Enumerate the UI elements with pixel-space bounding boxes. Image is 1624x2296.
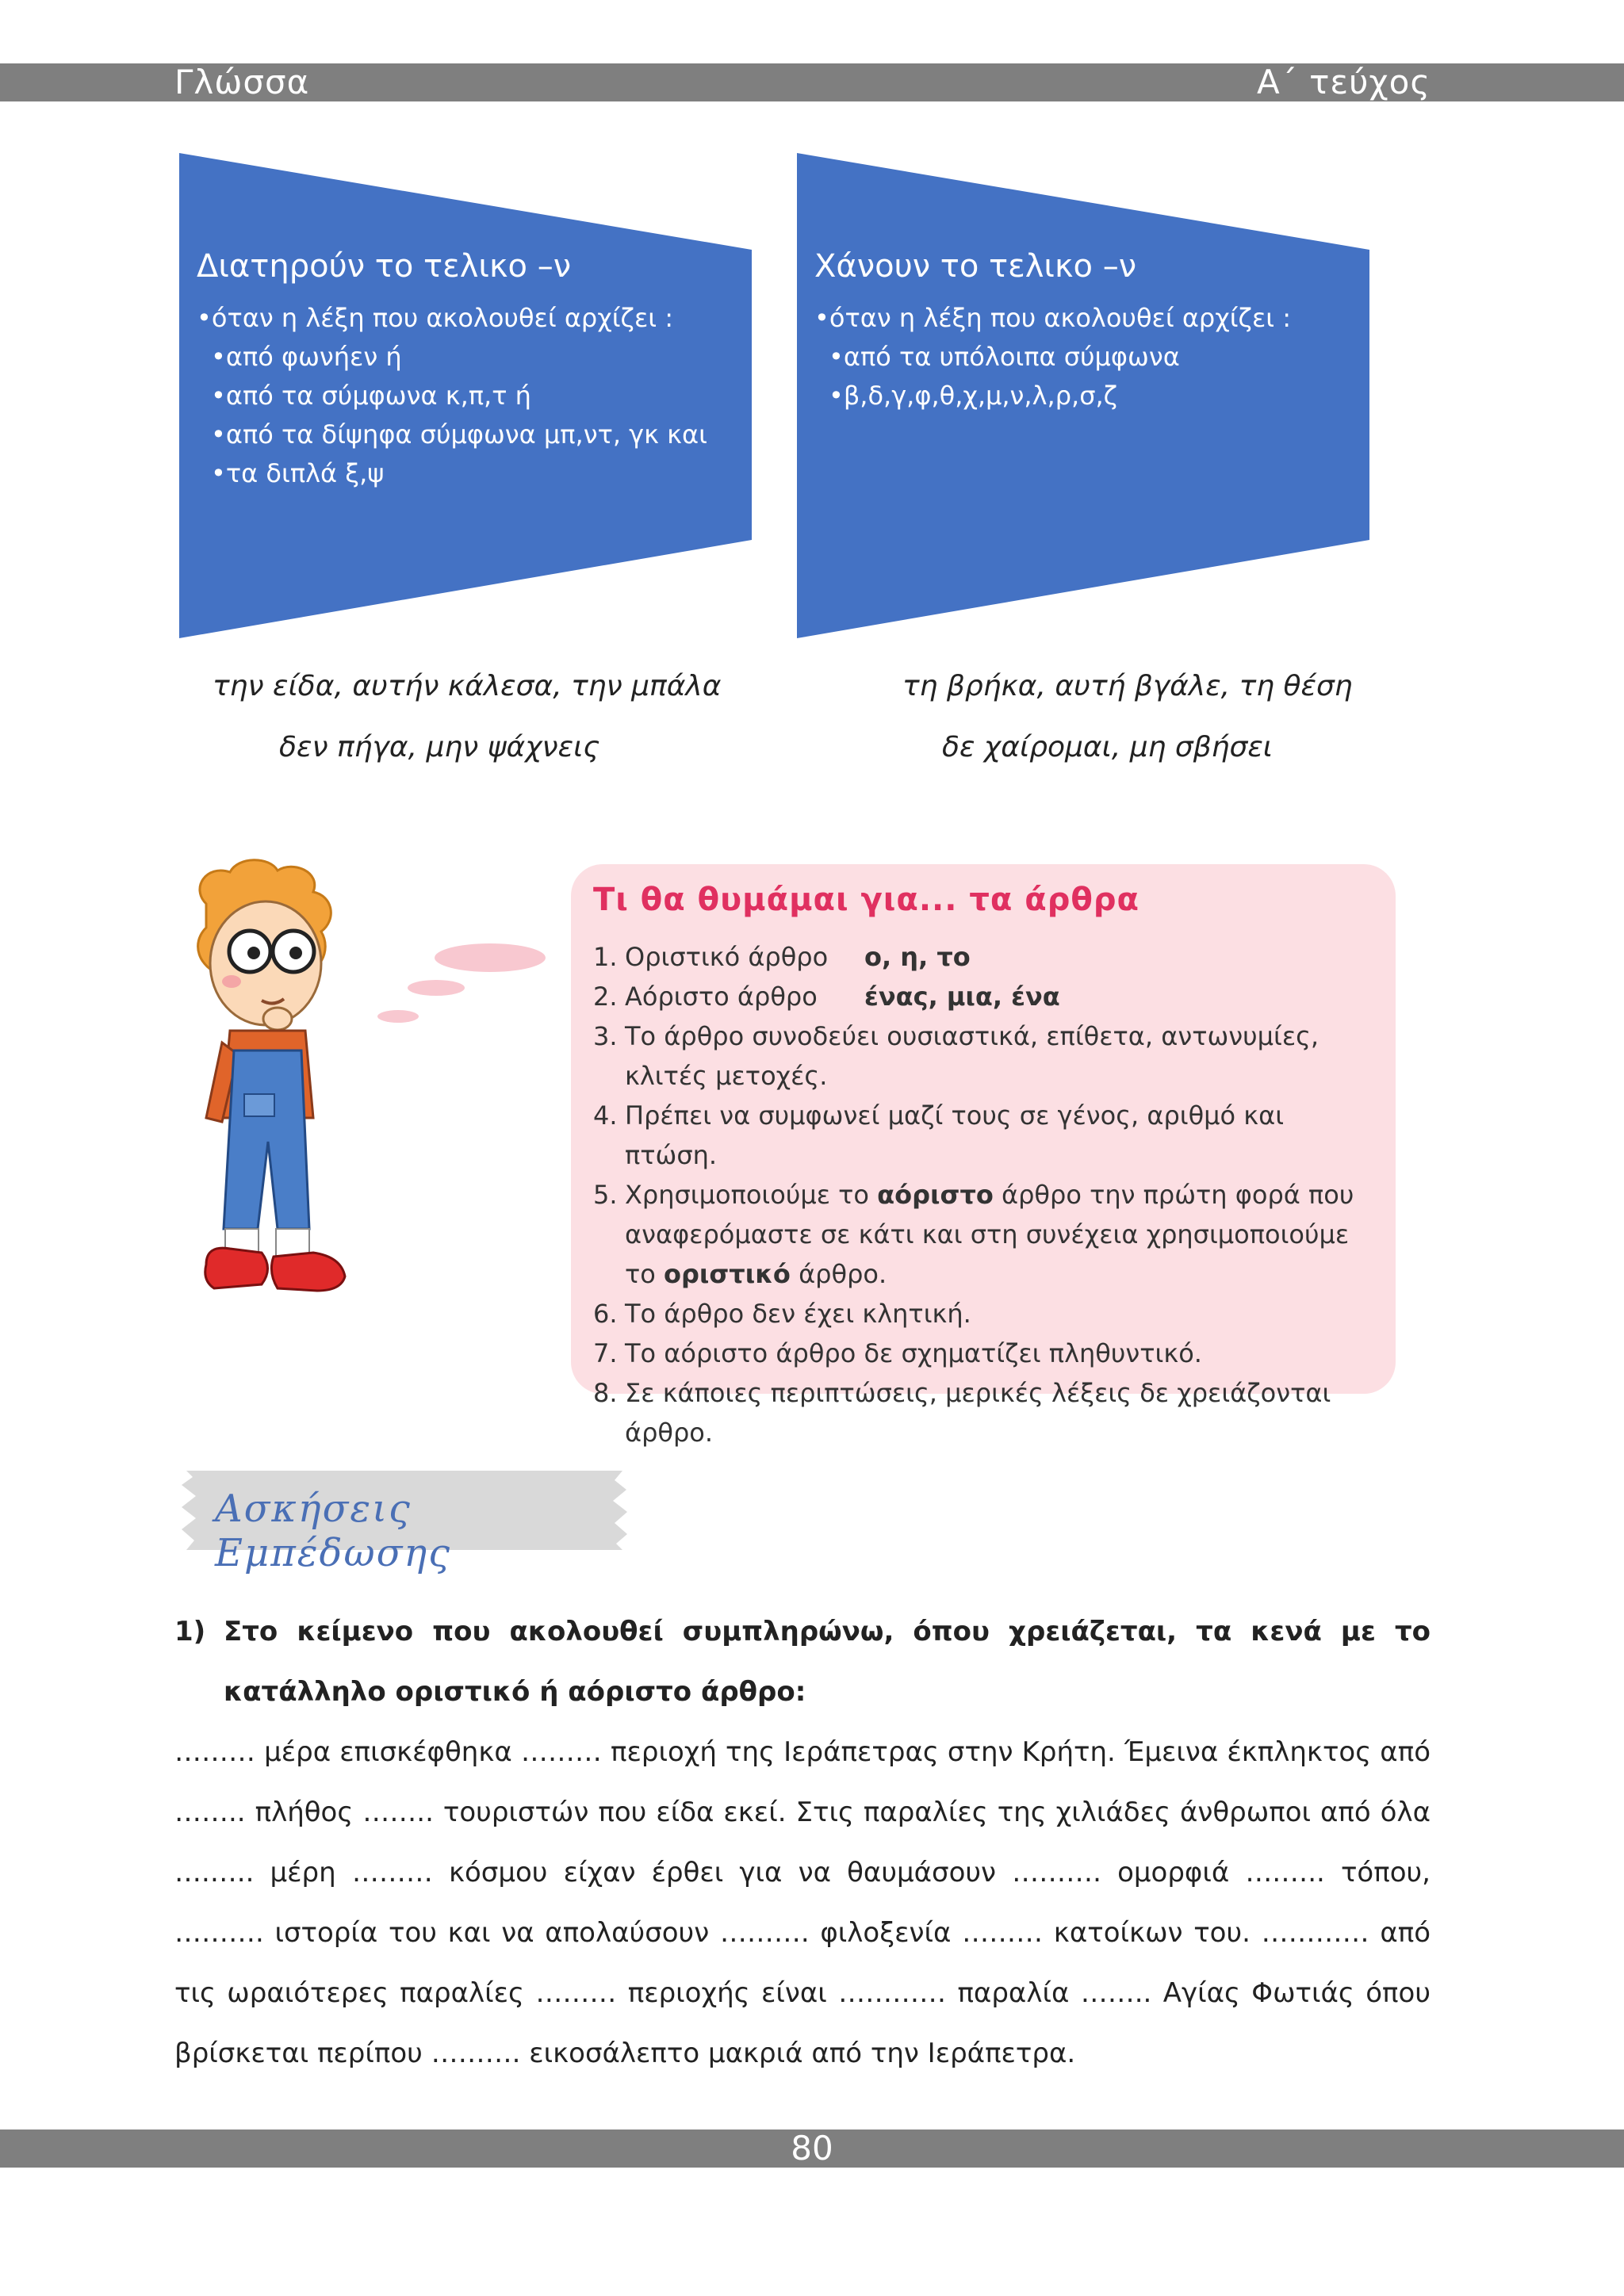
item-text: Σε κάποιες περιπτώσεις, μερικές λέξεις δε χρειάζονται άρθρο. [625,1378,1331,1448]
keep-n-bullet: •τα διπλά ξ,ψ [211,458,385,488]
example-lose-1: τη βρήκα, αυτή βγάλε, τη θέση [902,670,1353,702]
list-item [593,1334,1378,1373]
subject-title: Γλώσσα [174,63,310,101]
item-text: άρθρο. [790,1259,887,1289]
indefinite-articles: ένας, μια, ένα [864,982,1060,1012]
lose-n-bullet: •από τα υπόλοιπα σύμφωνα [829,342,1180,372]
item-text: Το αόριστο άρθρο δε σχηματίζει πληθυντικό. [625,1338,1202,1368]
reminder-title: Τι θα θυμάμαι για... τα άρθρα [593,882,1139,918]
footer-bar [0,2130,1624,2168]
example-keep-1: την είδα, αυτήν κάλεσα, την μπάλα [213,670,722,702]
item-text: Πρέπει να συμφωνεί μαζί τους σε γένος, αριθμό και πτώση. [625,1100,1285,1170]
item-text: Το άρθρο δεν έχει κλητική. [625,1299,971,1329]
item-number: 3. [593,1021,618,1051]
item-number: 8. [593,1378,618,1408]
keep-n-box [179,153,752,638]
lose-n-title: Χάνουν το τελικο –ν [814,248,1137,285]
exercise-instruction [174,1601,1431,1722]
item-text: Αόριστο άρθρο [625,982,818,1012]
thinking-kid-illustration [174,856,508,1364]
keep-n-title: Διατηρούν το τελικο –ν [197,248,572,285]
item-number: 7. [593,1338,618,1368]
definite-articles: ο, η, το [864,942,971,972]
item-number: 6. [593,1299,618,1329]
exercise-text: ……… μέρα επισκέφθηκα ……… περιοχή της Ιεράπετρας στην Κρήτη. Έμεινα έκπληκτος από …….. πλήθος …….. τουριστών που είδα εκεί. Στις παραλίες της χιλιάδες άνθρωποι από όλα ….….. μέρη ……… κόσμου είχαν έρθει για να θαυμάσουν ………. ομορφιά ….….. τόπου, ………. ιστορία του και να απολαύσουν ………. φιλοξενία ……… κατοίκων του. ………… από τις ωραιότερες παραλίες ……… περιοχής είναι ………… παραλία …….. Αγίας Φωτιάς όπου βρίσκεται περίπου ………. εικοσάλεπτο μακριά από την Ιεράπετρα. [174,1736,1431,2069]
list-item [593,1373,1378,1452]
page-number: 80 [791,2129,833,2168]
reminder-box [571,864,1396,1448]
item-text: άρθρο την πρώτη φορά που αναφερόμαστε σε κάτι και στη συνέχεια χρησιμοποιούμε το [625,1180,1354,1289]
list-item [593,1294,1378,1334]
lose-n-bullet: •β,δ,γ,φ,θ,χ,μ,ν,λ,ρ,σ,ζ [829,381,1118,411]
exercise-number: 1) [174,1616,206,1647]
list-item [593,977,1378,1016]
example-lose-2: δε χαίρομαι, μη σβήσει [942,731,1273,763]
bold-term: οριστικό [664,1259,791,1289]
keep-n-bullet: •από τα σύμφωνα κ,π,τ ή [211,381,531,411]
item-number: 5. [593,1180,618,1210]
keep-n-bullet: •από τα δίψηφα σύμφωνα μπ,ντ, γκ και [211,419,707,450]
exercises-banner [178,1471,630,1575]
list-item [593,1175,1378,1294]
header-bar [0,63,1624,101]
item-number: 2. [593,982,618,1012]
list-item [593,1016,1378,1096]
item-number: 4. [593,1100,618,1131]
lose-n-bullet: •όταν η λέξη που ακολουθεί αρχίζει : [814,303,1292,333]
item-text: Οριστικό άρθρο [625,942,829,972]
item-text: Χρησιμοποιούμε το [625,1180,878,1210]
keep-n-bullet: •όταν η λέξη που ακολουθεί αρχίζει : [197,303,674,333]
keep-n-bullet: •από φωνήεν ή [211,342,402,372]
issue-label: Α΄ τεύχος [1257,63,1431,101]
list-item [593,1096,1378,1175]
lose-n-box [797,153,1369,638]
bold-term: αόριστο [877,1180,994,1210]
banner-label: Ασκήσεις Εμπέδωσης [215,1487,451,1575]
item-text: Το άρθρο συνοδεύει ουσιαστικά, επίθετα, αντωνυμίες, κλιτές μετοχές. [625,1021,1320,1091]
exercise-instruction-text: Στο κείμενο που ακολουθεί συμπληρώνω, όπου χρειάζεται, τα κενά με το κατάλληλο οριστικό ή αόριστο άρθρο: [224,1616,1431,1708]
example-keep-2: δεν πήγα, μην ψάχνεις [279,731,600,763]
reminder-list [593,937,1378,1452]
item-number: 1. [593,942,618,972]
list-item [593,937,1378,977]
